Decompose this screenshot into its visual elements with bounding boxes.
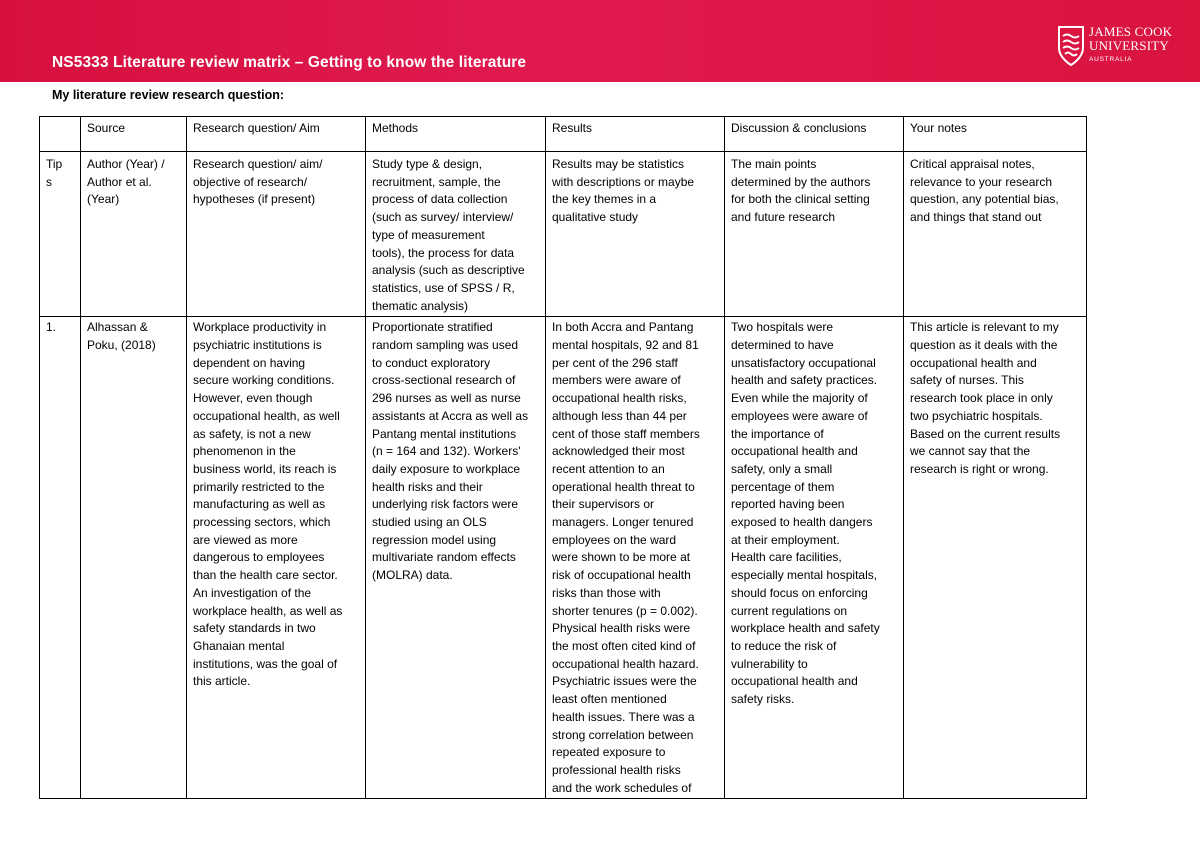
table-row-tips bbox=[40, 152, 1087, 317]
cell-notes: Critical appraisal notes, relevance to your research question, any potential bias, and things that stand out bbox=[904, 152, 1087, 317]
row-label: 1. bbox=[40, 317, 81, 799]
cell-results: Results may be statistics with descriptions or maybe the key themes in a qualitative study bbox=[546, 152, 725, 317]
cell-source: Alhassan & Poku, (2018) bbox=[81, 317, 187, 799]
literature-review-matrix bbox=[39, 116, 1087, 799]
cell-notes: This article is relevant to my question as it deals with the occupational health and safety of nurses. This research took place in only two psychiatric hospitals. Based on the current results we cannot say that the research is right or wrong. bbox=[904, 317, 1087, 799]
jcu-crest-icon bbox=[1057, 24, 1085, 68]
logo-line-james-cook: JAMES COOK bbox=[1089, 24, 1173, 39]
cell-results: In both Accra and Pantang mental hospitals, 92 and 81 per cent of the 296 staff members were aware of occupational health risks, although less than 44 per cent of those staff members acknowledged their most recent attention to an operational health threat to their supervisors or managers. Longer tenured employees on the ward were shown to be more at risk of occupational health risks than those with shorter tenures (p = 0.002). Physical health risks were the most often cited kind of occupational health hazard. Psychiatric issues were the least often mentioned health issues. There was a strong correlation between repeated exposure to professional health risks and the work schedules of bbox=[546, 317, 725, 799]
column-header-methods: Methods bbox=[366, 117, 546, 152]
cell-methods: Study type & design, recruitment, sample, the process of data collection (such as survey/ interview/ type of measurement tools), the process for data analysis (such as descriptive statistics, use of SPSS / R, thematic analysis) bbox=[366, 152, 546, 317]
row-label: Tip s bbox=[40, 152, 81, 317]
logo-line-university: UNIVERSITY bbox=[1089, 38, 1169, 53]
table-row-entry-1 bbox=[40, 317, 1087, 799]
column-header-index bbox=[40, 117, 81, 152]
logo-line-australia: AUSTRALIA bbox=[1089, 56, 1133, 63]
cell-methods: Proportionate stratified random sampling was used to conduct exploratory cross-sectional research of 296 nurses as well as nurse assistants at Accra as well as Pantang mental institutions (n = 164 and 132). Workers' daily exposure to workplace health risks and their underlying risk factors were studied using an OLS regression model using multivariate random effects (MOLRA) data. bbox=[366, 317, 546, 799]
column-header-aim: Research question/ Aim bbox=[187, 117, 366, 152]
column-header-discussion: Discussion & conclusions bbox=[725, 117, 904, 152]
cell-discussion: The main points determined by the authors for both the clinical setting and future research bbox=[725, 152, 904, 317]
header-banner bbox=[0, 0, 1200, 82]
column-header-notes: Your notes bbox=[904, 117, 1087, 152]
university-logo bbox=[1057, 24, 1175, 70]
column-header-results: Results bbox=[546, 117, 725, 152]
cell-source: Author (Year) / Author et al. (Year) bbox=[81, 152, 187, 317]
header-row bbox=[40, 117, 1087, 152]
cell-aim: Research question/ aim/ objective of research/ hypotheses (if present) bbox=[187, 152, 366, 317]
cell-aim: Workplace productivity in psychiatric institutions is dependent on having secure working conditions. However, even though occupational health, as well as safety, is not a new phenomenon in the business world, its reach is primarily restricted to the manufacturing as well as processing sectors, which are viewed as more dangerous to employees than the health care sector. An investigation of the workplace health, as well as safety standards in two Ghanaian mental institutions, was the goal of this article. bbox=[187, 317, 366, 799]
cell-discussion: Two hospitals were determined to have unsatisfactory occupational health and safety practices. Even while the majority of employees were aware of the importance of occupational health and safety, only a small percentage of them reported having been exposed to health dangers at their employment. Health care facilities, especially mental hospitals, should focus on enforcing current regulations on workplace health and safety to reduce the risk of vulnerability to occupational health and safety risks. bbox=[725, 317, 904, 799]
document-title: NS5333 Literature review matrix – Getting to know the literature bbox=[52, 54, 527, 71]
research-question-label: My literature review research question: bbox=[52, 88, 285, 102]
column-header-source: Source bbox=[81, 117, 187, 152]
